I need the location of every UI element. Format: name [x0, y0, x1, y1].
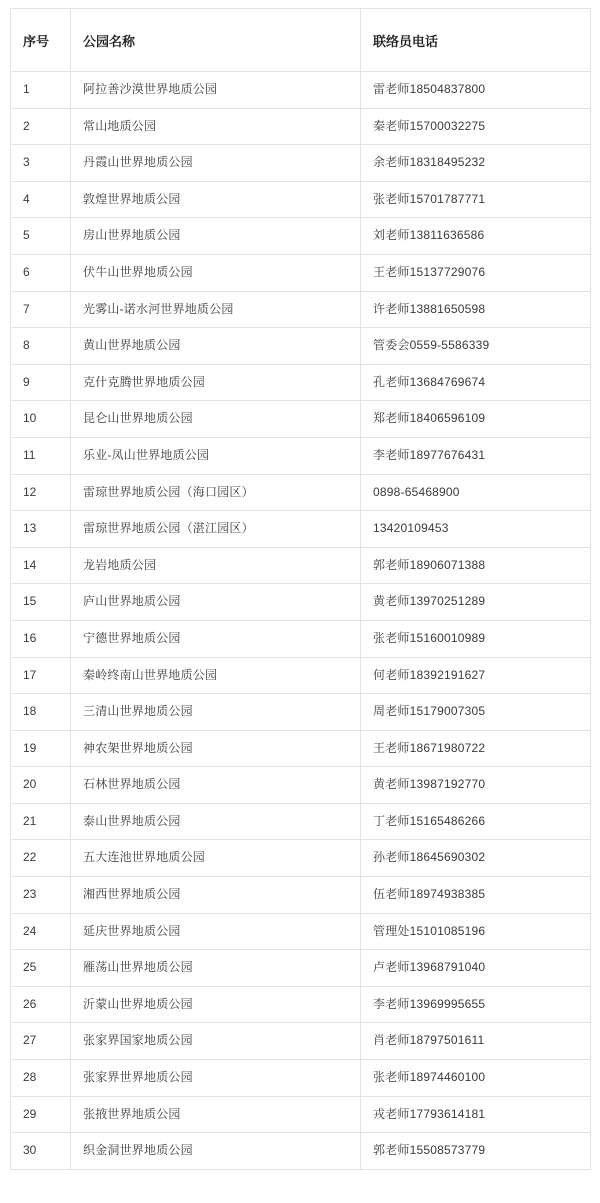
- cell-index: 3: [11, 145, 71, 182]
- cell-contact-phone: 张老师15701787771: [361, 181, 591, 218]
- cell-index: 8: [11, 328, 71, 365]
- cell-index: 7: [11, 291, 71, 328]
- column-header-phone: 联络员电话: [361, 9, 591, 72]
- cell-contact-phone: 卢老师13968791040: [361, 950, 591, 987]
- cell-park-name: 石林世界地质公园: [71, 767, 361, 804]
- cell-index: 18: [11, 694, 71, 731]
- table-row: [11, 950, 591, 987]
- cell-park-name: 阿拉善沙漠世界地质公园: [71, 72, 361, 109]
- cell-park-name: 常山地质公园: [71, 108, 361, 145]
- cell-contact-phone: 郭老师18906071388: [361, 547, 591, 584]
- table-row: [11, 108, 591, 145]
- table-row: [11, 72, 591, 109]
- cell-park-name: 秦岭终南山世界地质公园: [71, 657, 361, 694]
- cell-contact-phone: 雷老师18504837800: [361, 72, 591, 109]
- cell-contact-phone: 郑老师18406596109: [361, 401, 591, 438]
- cell-contact-phone: 管理处15101085196: [361, 913, 591, 950]
- table-row: [11, 328, 591, 365]
- cell-park-name: 五大连池世界地质公园: [71, 840, 361, 877]
- cell-contact-phone: 余老师18318495232: [361, 145, 591, 182]
- cell-park-name: 乐业-凤山世界地质公园: [71, 437, 361, 474]
- cell-park-name: 克什克腾世界地质公园: [71, 364, 361, 401]
- table-row: [11, 511, 591, 548]
- cell-index: 26: [11, 986, 71, 1023]
- cell-index: 16: [11, 620, 71, 657]
- table-row: [11, 401, 591, 438]
- cell-park-name: 敦煌世界地质公园: [71, 181, 361, 218]
- table-row: [11, 767, 591, 804]
- cell-index: 11: [11, 437, 71, 474]
- cell-contact-phone: 肖老师18797501611: [361, 1023, 591, 1060]
- cell-park-name: 光雾山-诺水河世界地质公园: [71, 291, 361, 328]
- table-row: [11, 364, 591, 401]
- cell-index: 20: [11, 767, 71, 804]
- cell-park-name: 雷琼世界地质公园（海口园区）: [71, 474, 361, 511]
- table-row: [11, 474, 591, 511]
- table-row: [11, 803, 591, 840]
- cell-index: 28: [11, 1060, 71, 1097]
- cell-index: 27: [11, 1023, 71, 1060]
- table-row: [11, 986, 591, 1023]
- cell-park-name: 泰山世界地质公园: [71, 803, 361, 840]
- cell-index: 17: [11, 657, 71, 694]
- table-row: [11, 840, 591, 877]
- cell-contact-phone: 黄老师13970251289: [361, 584, 591, 621]
- cell-contact-phone: 张老师15160010989: [361, 620, 591, 657]
- cell-index: 9: [11, 364, 71, 401]
- cell-park-name: 昆仑山世界地质公园: [71, 401, 361, 438]
- cell-park-name: 宁德世界地质公园: [71, 620, 361, 657]
- cell-contact-phone: 黄老师13987192770: [361, 767, 591, 804]
- cell-contact-phone: 郭老师15508573779: [361, 1133, 591, 1170]
- cell-index: 29: [11, 1096, 71, 1133]
- cell-contact-phone: 秦老师15700032275: [361, 108, 591, 145]
- column-header-index: 序号: [11, 9, 71, 72]
- table-row: [11, 620, 591, 657]
- cell-index: 2: [11, 108, 71, 145]
- table-row: [11, 877, 591, 914]
- cell-park-name: 雷琼世界地质公园（湛江园区）: [71, 511, 361, 548]
- cell-park-name: 张家界国家地质公园: [71, 1023, 361, 1060]
- cell-index: 21: [11, 803, 71, 840]
- table-row: [11, 913, 591, 950]
- cell-park-name: 黄山世界地质公园: [71, 328, 361, 365]
- table-row: [11, 1023, 591, 1060]
- cell-index: 5: [11, 218, 71, 255]
- cell-park-name: 龙岩地质公园: [71, 547, 361, 584]
- cell-park-name: 张掖世界地质公园: [71, 1096, 361, 1133]
- cell-park-name: 房山世界地质公园: [71, 218, 361, 255]
- cell-contact-phone: 丁老师15165486266: [361, 803, 591, 840]
- cell-contact-phone: 孙老师18645690302: [361, 840, 591, 877]
- cell-contact-phone: 周老师15179007305: [361, 694, 591, 731]
- cell-index: 4: [11, 181, 71, 218]
- cell-index: 22: [11, 840, 71, 877]
- cell-contact-phone: 孔老师13684769674: [361, 364, 591, 401]
- cell-park-name: 湘西世界地质公园: [71, 877, 361, 914]
- cell-index: 14: [11, 547, 71, 584]
- table-row: [11, 694, 591, 731]
- cell-index: 6: [11, 254, 71, 291]
- cell-index: 23: [11, 877, 71, 914]
- cell-contact-phone: 伍老师18974938385: [361, 877, 591, 914]
- table-row: [11, 1096, 591, 1133]
- cell-contact-phone: 刘老师13811636586: [361, 218, 591, 255]
- cell-park-name: 三清山世界地质公园: [71, 694, 361, 731]
- table-header-row: [11, 9, 591, 72]
- table-row: [11, 730, 591, 767]
- cell-park-name: 伏牛山世界地质公园: [71, 254, 361, 291]
- table-row: [11, 218, 591, 255]
- table-row: [11, 145, 591, 182]
- table-row: [11, 437, 591, 474]
- table-row: [11, 547, 591, 584]
- cell-park-name: 张家界世界地质公园: [71, 1060, 361, 1097]
- cell-park-name: 雁荡山世界地质公园: [71, 950, 361, 987]
- cell-index: 19: [11, 730, 71, 767]
- cell-index: 25: [11, 950, 71, 987]
- cell-index: 12: [11, 474, 71, 511]
- cell-index: 10: [11, 401, 71, 438]
- cell-park-name: 沂蒙山世界地质公园: [71, 986, 361, 1023]
- table-row: [11, 181, 591, 218]
- cell-index: 30: [11, 1133, 71, 1170]
- table-body: [11, 72, 591, 1170]
- cell-index: 15: [11, 584, 71, 621]
- cell-contact-phone: 李老师18977676431: [361, 437, 591, 474]
- cell-park-name: 庐山世界地质公园: [71, 584, 361, 621]
- table-row: [11, 254, 591, 291]
- cell-contact-phone: 王老师18671980722: [361, 730, 591, 767]
- table-row: [11, 1060, 591, 1097]
- cell-contact-phone: 李老师13969995655: [361, 986, 591, 1023]
- cell-contact-phone: 张老师18974460100: [361, 1060, 591, 1097]
- cell-contact-phone: 13420109453: [361, 511, 591, 548]
- cell-index: 24: [11, 913, 71, 950]
- cell-index: 1: [11, 72, 71, 109]
- cell-contact-phone: 管委会0559-5586339: [361, 328, 591, 365]
- geopark-contact-table: [10, 8, 591, 1170]
- cell-park-name: 丹霞山世界地质公园: [71, 145, 361, 182]
- cell-contact-phone: 0898-65468900: [361, 474, 591, 511]
- cell-contact-phone: 王老师15137729076: [361, 254, 591, 291]
- cell-contact-phone: 许老师13881650598: [361, 291, 591, 328]
- cell-park-name: 延庆世界地质公园: [71, 913, 361, 950]
- table-row: [11, 657, 591, 694]
- cell-park-name: 织金洞世界地质公园: [71, 1133, 361, 1170]
- table-header: [11, 9, 591, 72]
- table-row: [11, 584, 591, 621]
- cell-contact-phone: 戎老师17793614181: [361, 1096, 591, 1133]
- table-row: [11, 1133, 591, 1170]
- cell-park-name: 神农架世界地质公园: [71, 730, 361, 767]
- cell-contact-phone: 何老师18392191627: [361, 657, 591, 694]
- cell-index: 13: [11, 511, 71, 548]
- column-header-name: 公园名称: [71, 9, 361, 72]
- table-row: [11, 291, 591, 328]
